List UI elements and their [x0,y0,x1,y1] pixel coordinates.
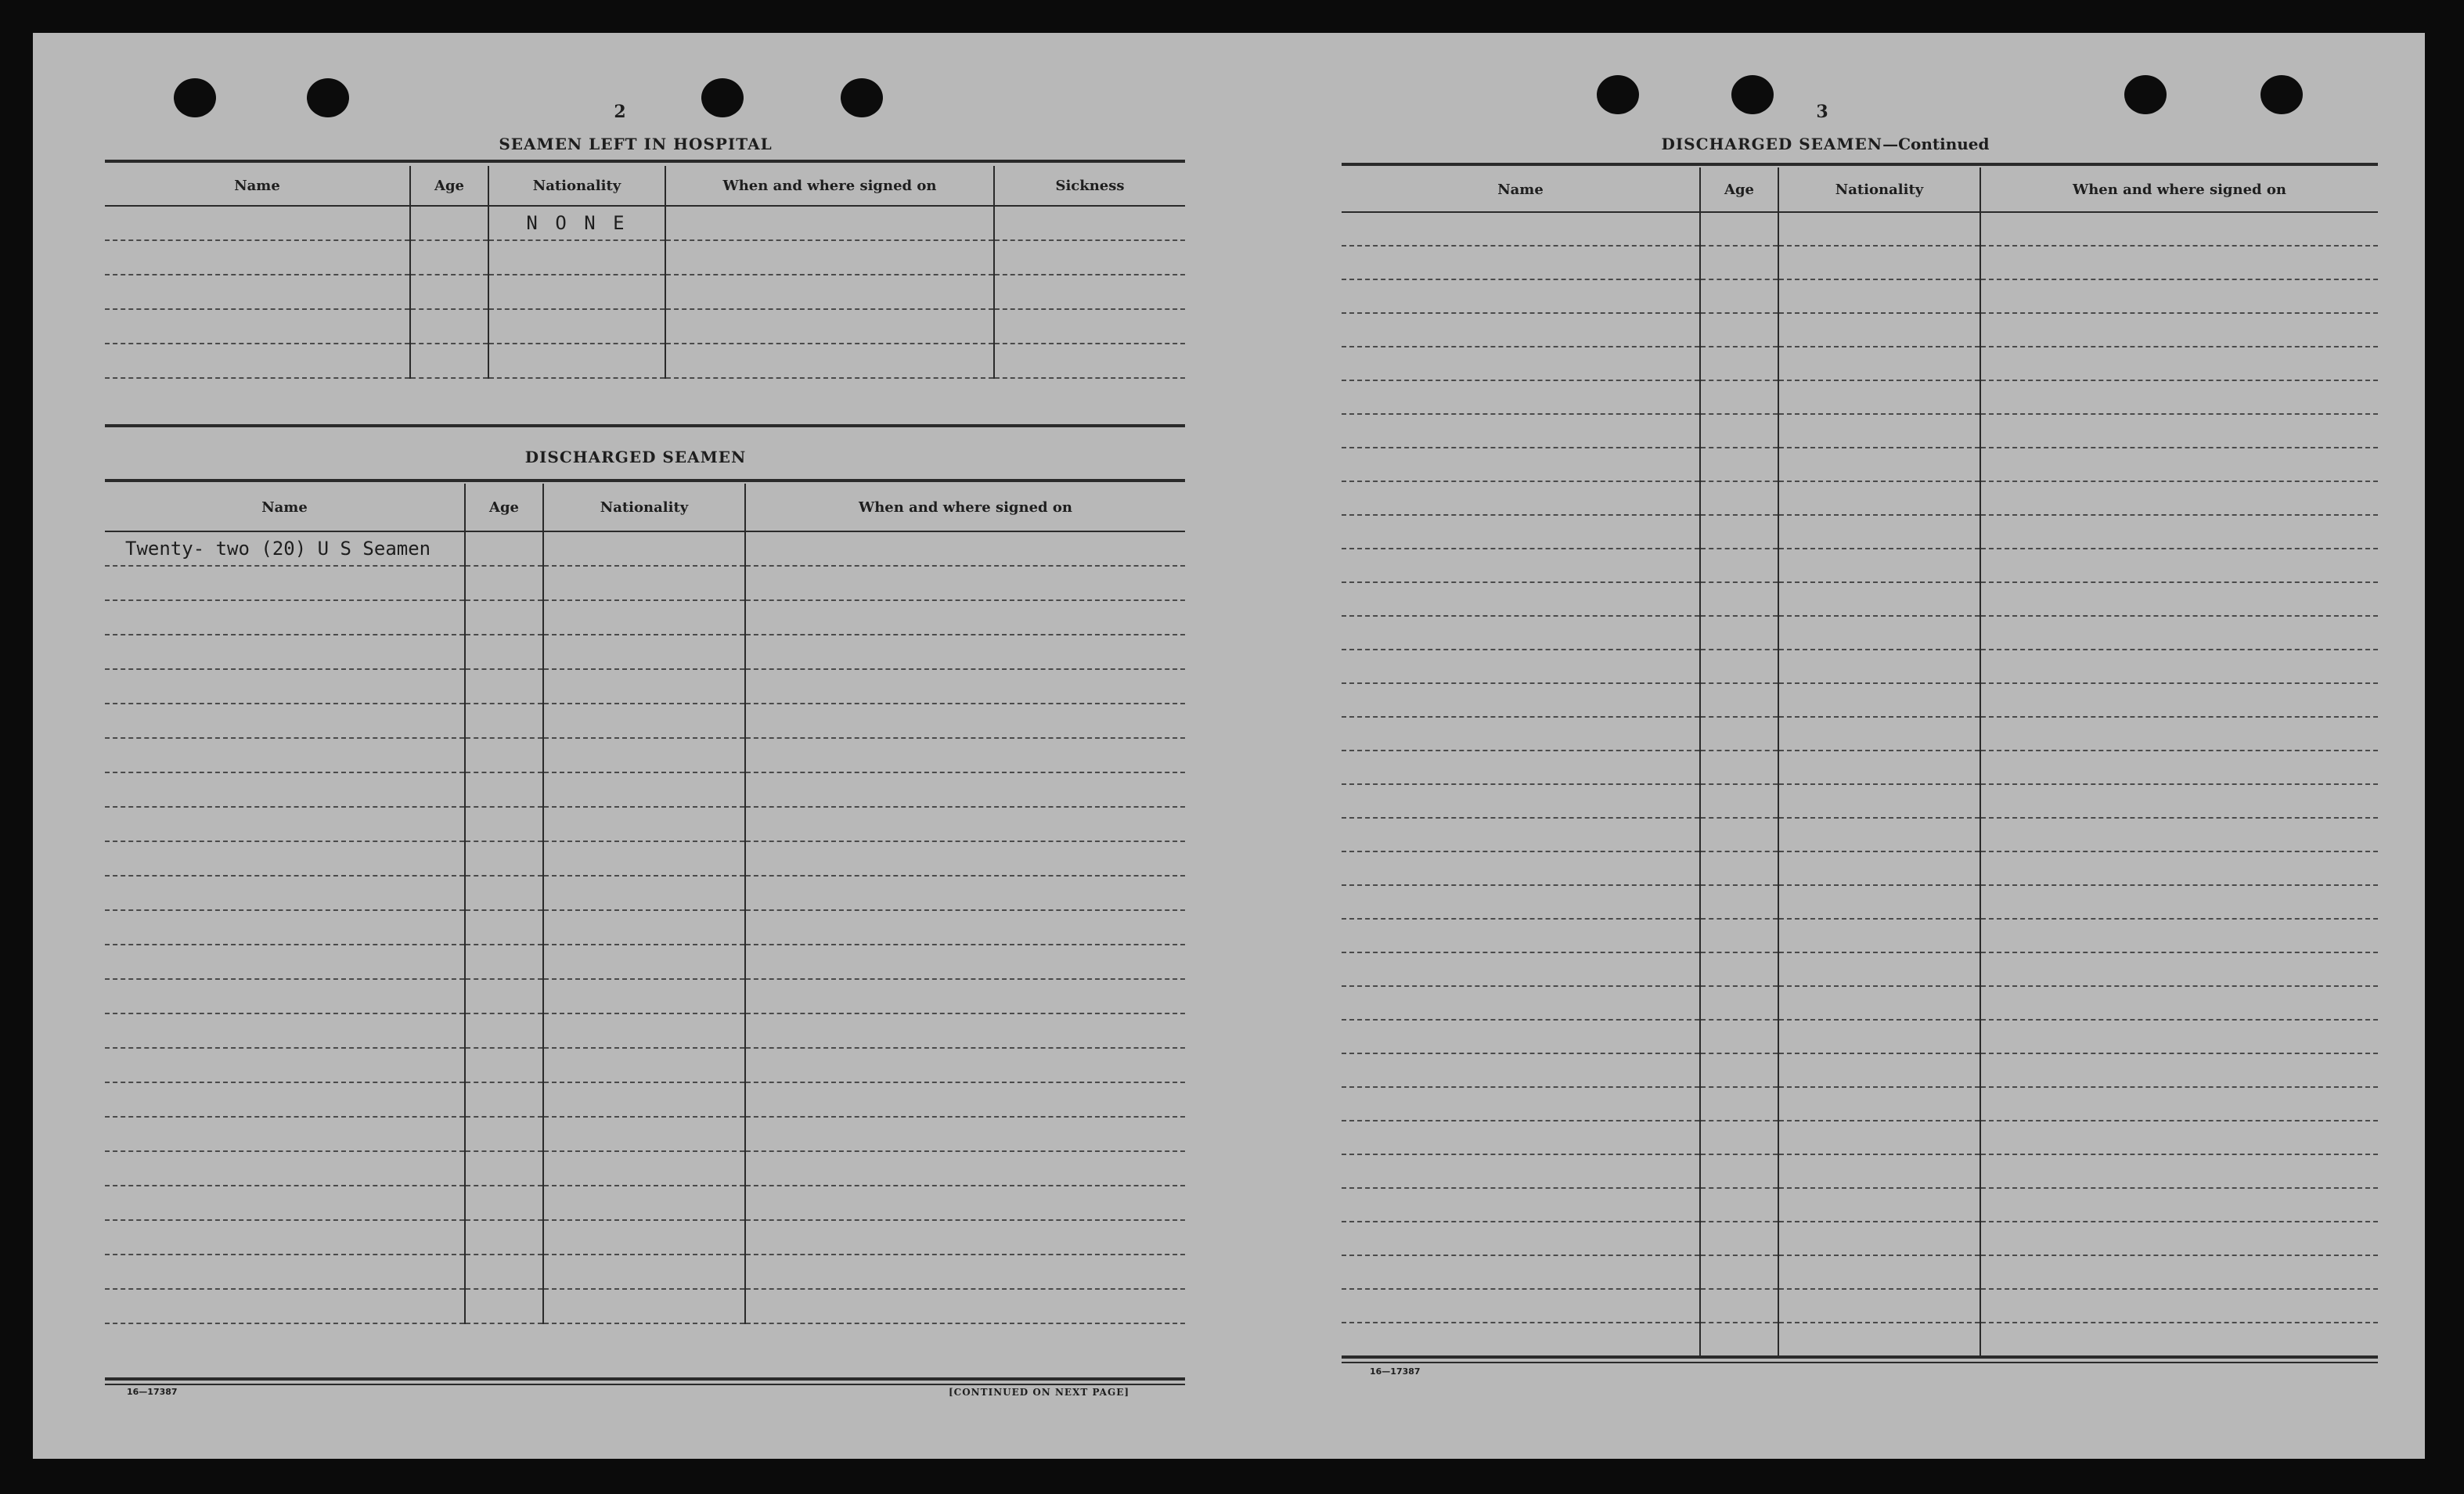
table-cell [745,1255,1185,1289]
table-cell [543,876,745,910]
table-cell [410,344,488,378]
table-cell [1778,986,1980,1020]
table-cell [465,910,543,945]
table-cell [1700,246,1778,279]
table-cell [1980,851,2378,885]
table-cell [1778,919,1980,952]
table-cell [1980,448,2378,481]
table-cell [1342,885,1700,919]
table-cell [465,600,543,635]
discharged-section-title: DISCHARGED SEAMEN [524,448,747,466]
table-cell [105,600,465,635]
table-cell [1700,1053,1778,1087]
table-cell [1342,1087,1700,1121]
table-cell [1700,1289,1778,1323]
table-cell [1700,582,1778,616]
table-cell [105,841,465,876]
table-cell [1700,549,1778,582]
table-cell [1342,1323,1700,1356]
table-cell [543,1289,745,1323]
table-cell [105,635,465,669]
table-cell [1980,784,2378,818]
table-cell [488,309,665,344]
table-cell [488,206,665,240]
table-cell [1700,683,1778,717]
table-cell [105,1220,465,1255]
table-cell [543,1013,745,1048]
table-cell [1980,1289,2378,1323]
table-cell [1342,919,1700,952]
table-cell [745,1013,1185,1048]
col-header-nationality: Nationality [488,166,665,206]
table-cell [745,600,1185,635]
table-cell [1342,952,1700,986]
table-cell [105,1289,465,1323]
table-cell [1980,414,2378,448]
table-cell [543,1186,745,1220]
table-cell [665,309,994,344]
table-cell [105,979,465,1013]
table-cell [745,841,1185,876]
table-cell [1980,1255,2378,1289]
discharged-continued-title [1567,135,2084,153]
table-cell [1980,986,2378,1020]
table-cell [1778,380,1980,414]
table-cell [745,531,1185,566]
col-header-signed-on: When and where signed on [665,166,994,206]
table-cell [1778,650,1980,683]
page-number: 2 [614,102,626,122]
table-cell [1980,1188,2378,1222]
table-cell [1342,313,1700,347]
table-cell [745,1186,1185,1220]
table-cell [105,910,465,945]
table-cell [488,275,665,309]
table-cell [465,1220,543,1255]
table-cell [994,309,1185,344]
table-cell [1980,1154,2378,1188]
table-cell [1778,1188,1980,1222]
header-rule [105,479,1185,482]
table-cell [1342,650,1700,683]
table-cell [465,1013,543,1048]
table-cell [1778,448,1980,481]
table-cell [1778,313,1980,347]
table-cell [465,1151,543,1186]
table-cell [1778,683,1980,717]
table-cell [465,704,543,738]
table-cell [1778,1154,1980,1188]
table-cell [1980,1121,2378,1154]
table-cell [1778,952,1980,986]
table-cell [543,704,745,738]
col-header-name: Name [1342,167,1700,212]
table-cell [543,669,745,704]
table-cell [465,531,543,566]
table-cell [1778,1087,1980,1121]
table-cell [105,704,465,738]
table-cell [1980,246,2378,279]
table-cell [465,1048,543,1082]
table-cell [1700,1323,1778,1356]
table-cell [1980,1020,2378,1053]
form-code: 16—17387 [1370,1366,1421,1377]
table-cell [1778,818,1980,851]
table-cell [1700,414,1778,448]
table-cell [465,669,543,704]
table-cell [465,1289,543,1323]
table-cell [1700,851,1778,885]
footer-rule [1342,1355,2378,1359]
table-cell [465,566,543,600]
table-cell [665,275,994,309]
document-sheet [33,33,2425,1459]
table-cell [1700,919,1778,952]
discharged-table [105,484,1185,1324]
table-cell [1980,582,2378,616]
left-page [33,33,1223,1459]
table-cell [105,772,465,807]
col-header-name: Name [105,484,465,531]
table-cell [105,1048,465,1082]
table-cell [543,1255,745,1289]
table-cell [1700,1154,1778,1188]
table-cell [1342,1154,1700,1188]
col-header-signed-on: When and where signed on [1980,167,2378,212]
title-suffix: —Continued [1882,135,1990,153]
table-cell [1700,212,1778,246]
table-cell [465,635,543,669]
table-cell [105,1117,465,1151]
table-cell [1700,481,1778,515]
none-entry: N O N E [526,212,628,234]
table-cell [1778,1323,1980,1356]
table-cell [1700,448,1778,481]
table-cell [1980,952,2378,986]
col-header-name: Name [105,166,410,206]
table-cell [745,635,1185,669]
table-cell [1342,851,1700,885]
table-cell [1342,1255,1700,1289]
table-cell [543,566,745,600]
table-cell [410,206,488,240]
table-cell [665,344,994,378]
continued-note: [CONTINUED ON NEXT PAGE] [949,1387,1130,1398]
table-cell [105,309,410,344]
table-cell [994,206,1185,240]
table-cell [543,738,745,772]
table-cell [1700,347,1778,380]
table-cell [543,979,745,1013]
table-cell [105,275,410,309]
table-cell [1778,582,1980,616]
table-cell [1778,1020,1980,1053]
table-cell [1700,650,1778,683]
table-cell [1700,313,1778,347]
table-cell [488,240,665,275]
table-cell [1778,347,1980,380]
table-cell [543,1220,745,1255]
table-cell [105,566,465,600]
table-cell [1700,616,1778,650]
table-cell [745,669,1185,704]
table-cell [1700,1087,1778,1121]
table-cell [745,566,1185,600]
table-cell [1342,448,1700,481]
table-cell [1700,885,1778,919]
table-cell [1778,751,1980,784]
col-header-sickness: Sickness [994,166,1185,206]
table-cell [105,344,410,378]
table-cell [1700,986,1778,1020]
footer-rule [105,1384,1185,1385]
table-cell [745,807,1185,841]
table-cell [1778,549,1980,582]
table-cell [1342,1188,1700,1222]
table-cell [745,876,1185,910]
table-cell [745,704,1185,738]
table-cell [1342,1053,1700,1087]
table-cell [105,807,465,841]
table-cell [465,841,543,876]
table-cell [410,275,488,309]
table-cell [745,1048,1185,1082]
header-rule [105,160,1185,163]
table-cell [543,531,745,566]
col-header-age: Age [410,166,488,206]
table-cell [745,1289,1185,1323]
table-cell [105,531,465,566]
table-cell [1342,515,1700,549]
table-cell [1980,751,2378,784]
table-cell [1778,784,1980,818]
table-cell [1700,717,1778,751]
table-cell [105,1255,465,1289]
table-cell [745,1220,1185,1255]
table-cell [465,1117,543,1151]
table-cell [745,910,1185,945]
table-cell [1980,885,2378,919]
table-cell [465,1255,543,1289]
discharged-continued-table [1342,167,2378,1357]
table-cell [105,1186,465,1220]
table-cell [1342,347,1700,380]
table-cell [1700,380,1778,414]
table-cell [994,344,1185,378]
table-cell [1700,1222,1778,1255]
table-cell [1700,1188,1778,1222]
table-cell [1778,717,1980,751]
table-cell [665,206,994,240]
section-rule [105,424,1185,427]
title-main: DISCHARGED SEAMEN [1661,135,1883,153]
table-cell [410,309,488,344]
table-cell [1342,481,1700,515]
table-cell [1700,818,1778,851]
table-cell [1342,279,1700,313]
hospital-table [105,166,1185,379]
col-header-age: Age [1700,167,1778,212]
table-cell [1980,212,2378,246]
table-cell [1700,1121,1778,1154]
table-cell [543,807,745,841]
table-cell [1778,1121,1980,1154]
table-cell [1700,952,1778,986]
table-cell [465,772,543,807]
table-cell [1980,313,2378,347]
table-cell [1342,1289,1700,1323]
table-cell [543,1117,745,1151]
table-cell [465,1082,543,1117]
table-cell [465,945,543,979]
table-cell [1342,246,1700,279]
table-cell [1778,246,1980,279]
table-cell [1342,582,1700,616]
table-cell [1980,616,2378,650]
table-cell [1342,616,1700,650]
table-cell [1980,1222,2378,1255]
footer-rule [105,1377,1185,1381]
table-cell [543,945,745,979]
table-cell [1342,212,1700,246]
table-cell [1342,414,1700,448]
table-cell [745,979,1185,1013]
table-cell [105,669,465,704]
table-cell [543,1082,745,1117]
table-cell [1980,818,2378,851]
table-cell [1980,279,2378,313]
table-cell [105,240,410,275]
table-cell [665,240,994,275]
table-cell [1778,885,1980,919]
table-cell [410,240,488,275]
right-page [1270,33,2425,1459]
table-cell [745,738,1185,772]
table-cell [1980,515,2378,549]
table-cell [745,945,1185,979]
table-cell [1778,1289,1980,1323]
table-cell [543,1151,745,1186]
table-cell [1778,279,1980,313]
col-header-age: Age [465,484,543,531]
table-cell [1700,751,1778,784]
table-cell [745,1117,1185,1151]
table-cell [465,1186,543,1220]
table-cell [1778,1255,1980,1289]
table-cell [543,772,745,807]
table-cell [1778,1222,1980,1255]
table-cell [1980,481,2378,515]
table-cell [1342,1222,1700,1255]
table-cell [1980,650,2378,683]
table-cell [1700,515,1778,549]
header-rule [1342,163,2378,166]
table-cell [543,910,745,945]
table-cell [1778,515,1980,549]
table-cell [1980,549,2378,582]
table-cell [1778,616,1980,650]
table-cell [1980,717,2378,751]
table-cell [745,772,1185,807]
table-cell [1980,1323,2378,1356]
table-cell [1700,784,1778,818]
table-cell [465,876,543,910]
table-cell [105,206,410,240]
table-cell [1700,279,1778,313]
table-cell [1778,1053,1980,1087]
table-cell [1980,1087,2378,1121]
table-cell [465,738,543,772]
table-cell [1342,1020,1700,1053]
table-cell [1342,986,1700,1020]
table-cell [1342,784,1700,818]
table-cell [1342,549,1700,582]
table-cell [105,1082,465,1117]
table-cell [1700,1020,1778,1053]
table-cell [1980,683,2378,717]
hospital-section-title: SEAMEN LEFT IN HOSPITAL [499,135,773,153]
table-cell [1342,683,1700,717]
table-cell [1980,347,2378,380]
col-header-signed-on: When and where signed on [745,484,1185,531]
table-cell [745,1082,1185,1117]
table-cell [1700,1255,1778,1289]
table-cell [105,1013,465,1048]
table-cell [543,635,745,669]
table-cell [488,344,665,378]
table-cell [1980,380,2378,414]
table-cell [465,807,543,841]
table-cell [543,1048,745,1082]
form-code: 16—17387 [127,1387,178,1397]
table-cell [1342,751,1700,784]
table-cell [1778,212,1980,246]
table-cell [1342,717,1700,751]
table-cell [1778,851,1980,885]
table-cell [543,841,745,876]
table-cell [465,979,543,1013]
table-cell [105,1151,465,1186]
footer-rule [1342,1362,2378,1363]
table-cell [1342,380,1700,414]
table-cell [1778,414,1980,448]
table-cell [994,240,1185,275]
table-cell [994,275,1185,309]
table-cell [745,1151,1185,1186]
discharged-entry: Twenty- two (20) U S Seamen [125,538,431,560]
col-header-nationality: Nationality [1778,167,1980,212]
table-cell [1342,1121,1700,1154]
table-cell [105,738,465,772]
col-header-nationality: Nationality [543,484,745,531]
table-cell [1980,919,2378,952]
table-cell [543,600,745,635]
table-cell [105,945,465,979]
table-cell [1342,818,1700,851]
table-cell [105,876,465,910]
table-cell [1980,1053,2378,1087]
table-cell [1778,481,1980,515]
page-number: 3 [1816,102,1828,122]
